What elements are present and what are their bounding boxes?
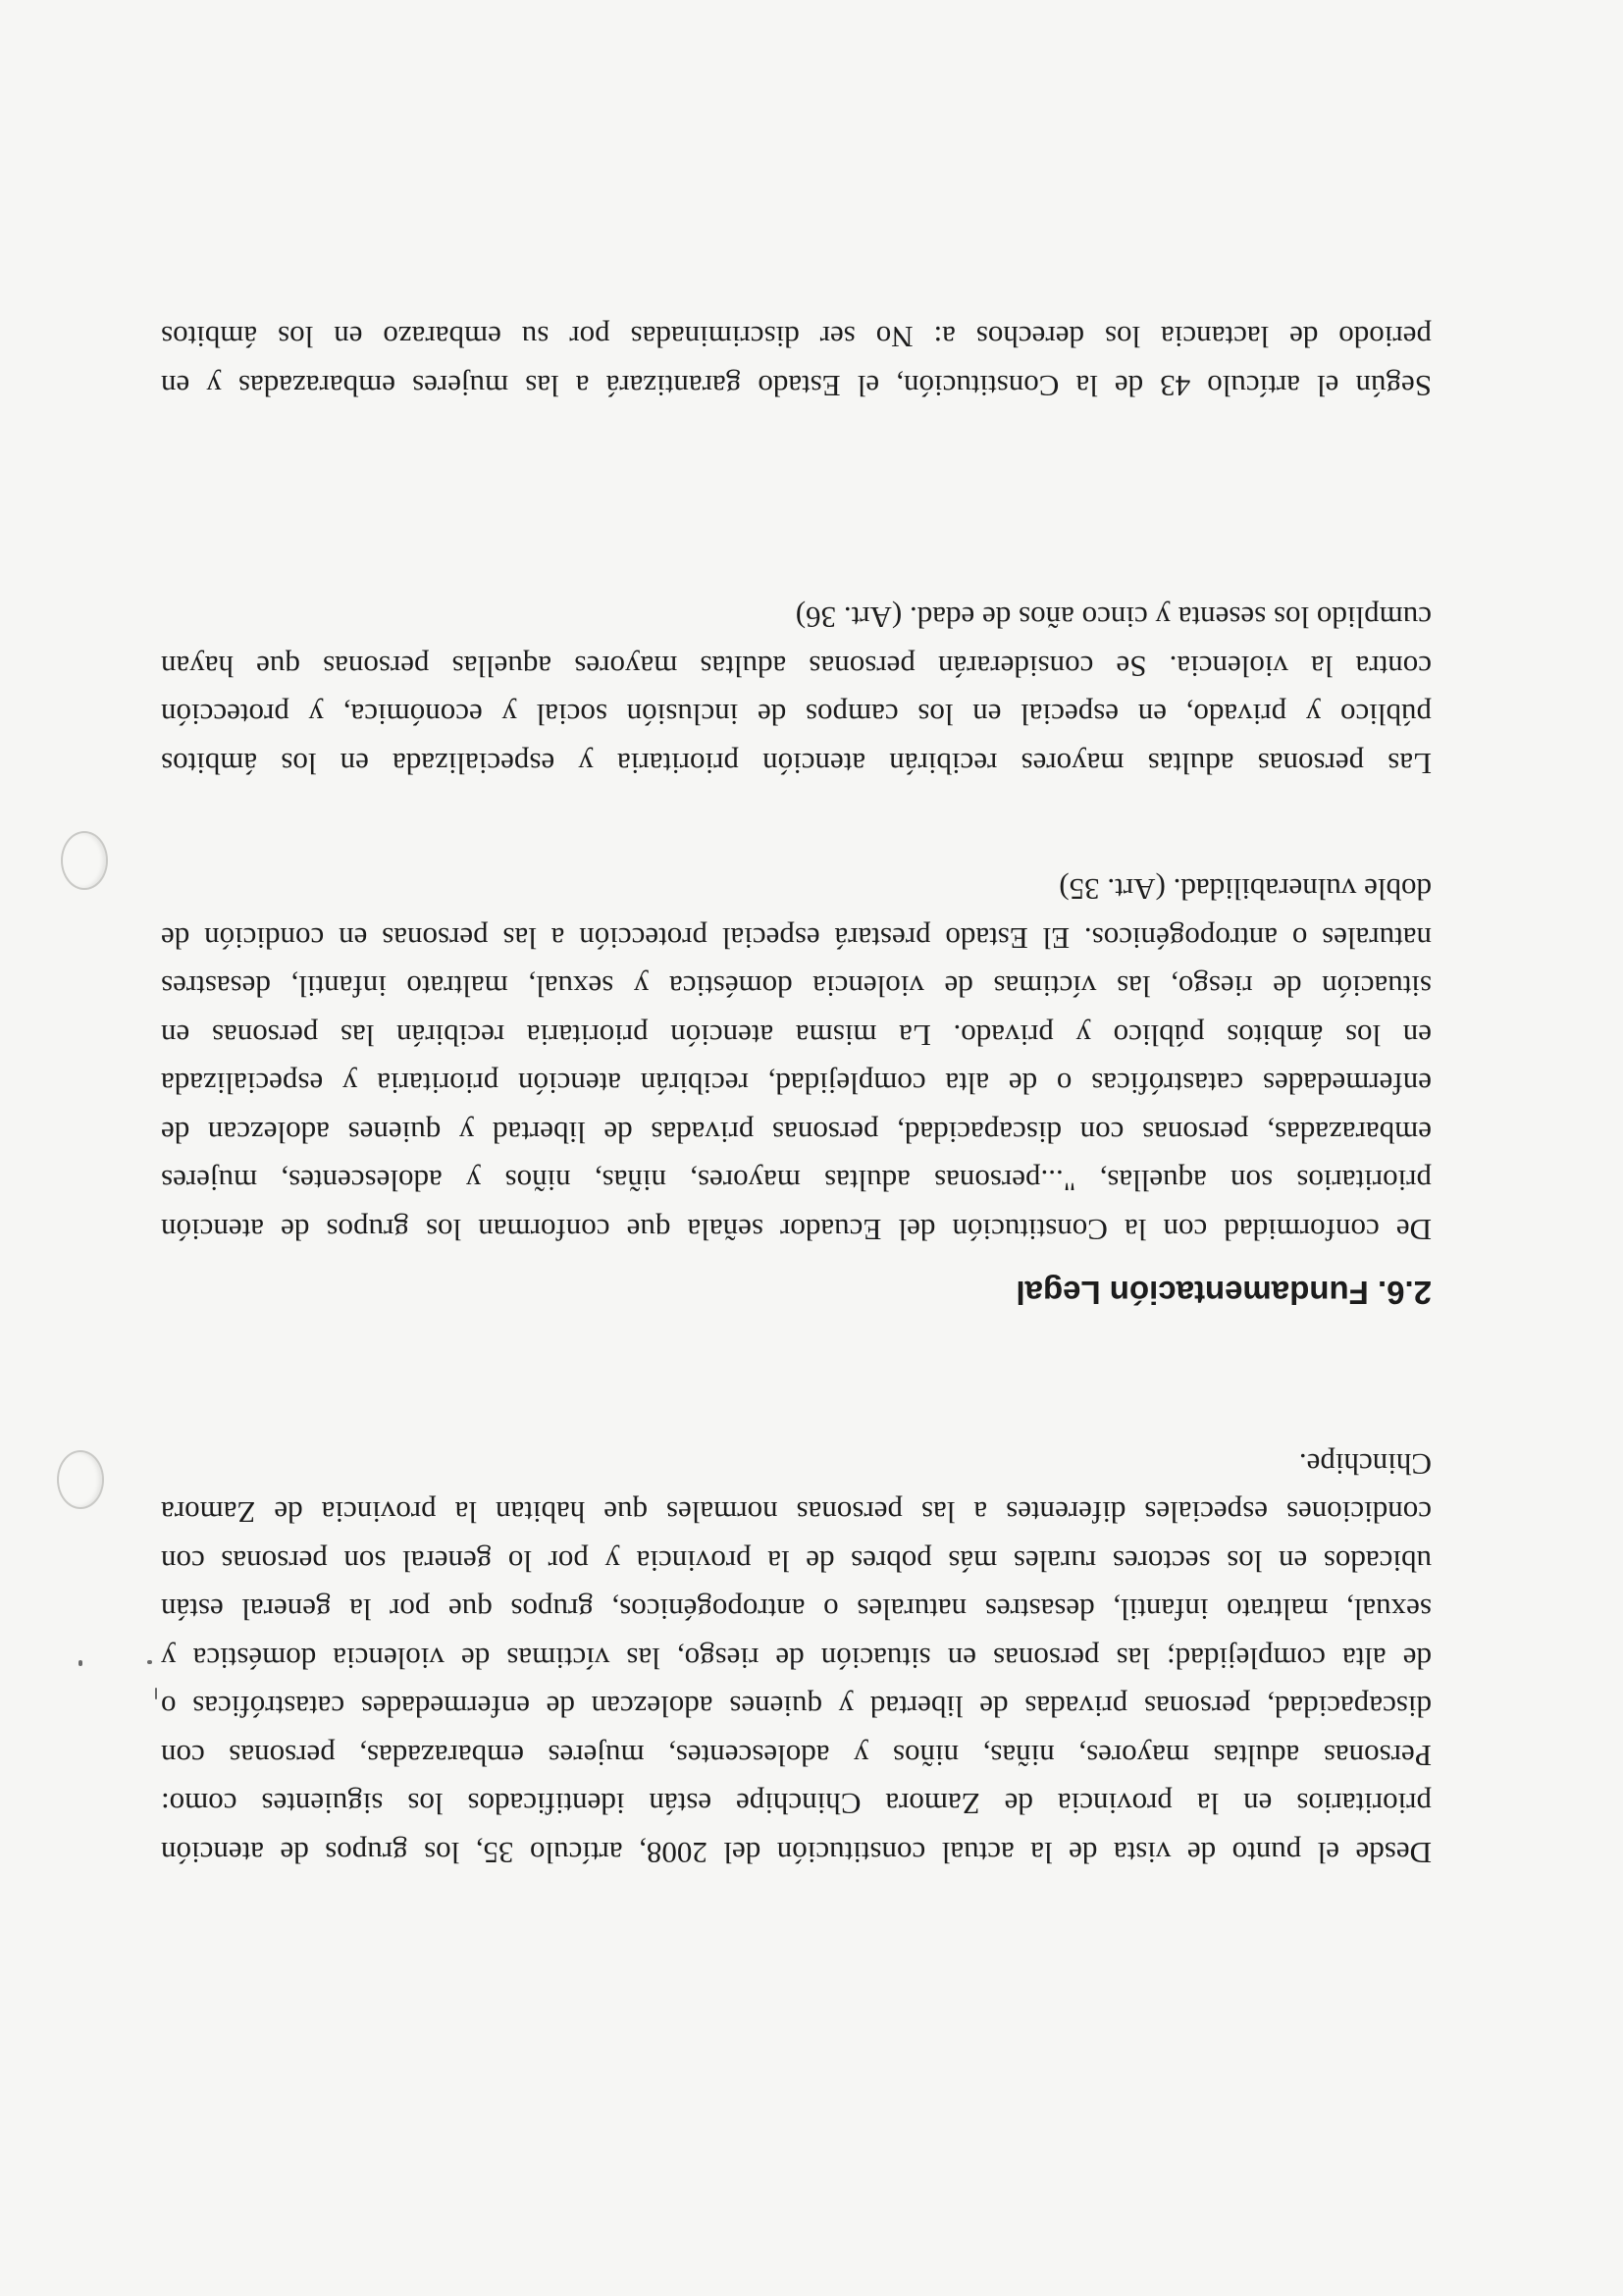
- text-line: embarazadas, personas con discapacidad, personas privadas de libertad y quienes adolezcan de: [161, 1116, 1432, 1150]
- paragraph-intro: [161, 1440, 1432, 1878]
- text-line: de alta complejidad; las personas en situación de riesgo, las víctimas de violencia doméstica y: [161, 1642, 1432, 1676]
- text-line: condiciones especiales diferentes a las personas normales que habitan la provincia de Zamora: [161, 1495, 1432, 1531]
- text-line: prioritarios en la provincia de Zamora Chinchipe están identificados los siguientes como:: [161, 1787, 1432, 1822]
- text-line: contra la violencia. Se considerarán personas adultas mayores aquellas personas que hayan: [161, 650, 1432, 684]
- text-line: público y privado, en especial en los campos de inclusión social y económica, y protección: [161, 698, 1432, 733]
- paragraph-article-43: [161, 313, 1432, 410]
- text-line: cumplido los sesenta y cinco años de edad. (Art. 36): [795, 600, 1432, 636]
- paragraph-constitution: [161, 865, 1432, 1254]
- text-line: situación de riesgo, las víctimas de violencia doméstica y sexual, maltrato infantil, desastres: [161, 969, 1432, 1005]
- text-line: en los ámbitos público y privado. La misma atención prioritaria recibirán las personas en: [161, 1018, 1432, 1053]
- section-heading: 2.6. Fundamentación Legal: [1016, 1275, 1432, 1311]
- text-line: Personas adultas mayores, niñas, niños y adolescentes, mujeres embarazadas, personas con: [161, 1739, 1432, 1773]
- text-line: Según el artículo 43 de la Constitución, el Estado garantizará a las mujeres embarazadas y en: [161, 369, 1432, 403]
- text-line: naturales o antropogénicos. El Estado prestará especial protección a las personas en condición de: [161, 921, 1432, 956]
- text-line: periodo de lactancia los derechos a: No ser discriminadas por su embarazo en los ámbitos: [161, 320, 1432, 355]
- text-line: ubicados en los sectores rurales más pobres de la provincia y por lo general son personas con: [161, 1544, 1432, 1579]
- text-line: enfermedades catastróficas o de alta complejidad, recibirán atención prioritaria y especializada: [161, 1067, 1432, 1102]
- text-line: sexual, maltrato infantil, desastres naturales o antropogénicos, grupos que por la general están: [161, 1592, 1432, 1628]
- text-line: doble vulnerabilidad. (Art. 35): [1059, 872, 1432, 908]
- text-line: De conformidad con la Constitución del Ecuador señala que conforman los grupos de atención: [161, 1213, 1432, 1247]
- text-line: Las personas adultas mayores recibirán atención prioritaria y especializada en los ámbitos: [161, 747, 1432, 781]
- text-line: Desde el punto de vista de la actual constitución del 2008, artículo 35, los grupos de atención: [161, 1836, 1432, 1870]
- text-line: prioritarios son aquellas, "...personas adultas mayores, niñas, niños y adolescentes, mujeres: [161, 1164, 1432, 1199]
- text-line: Chinchipe.: [1298, 1447, 1432, 1482]
- text-line: discapacidad, personas privadas de libertad y quienes adolezcan de enfermedades catastróficas o: [161, 1690, 1432, 1725]
- paragraph-older-adults: [161, 594, 1432, 788]
